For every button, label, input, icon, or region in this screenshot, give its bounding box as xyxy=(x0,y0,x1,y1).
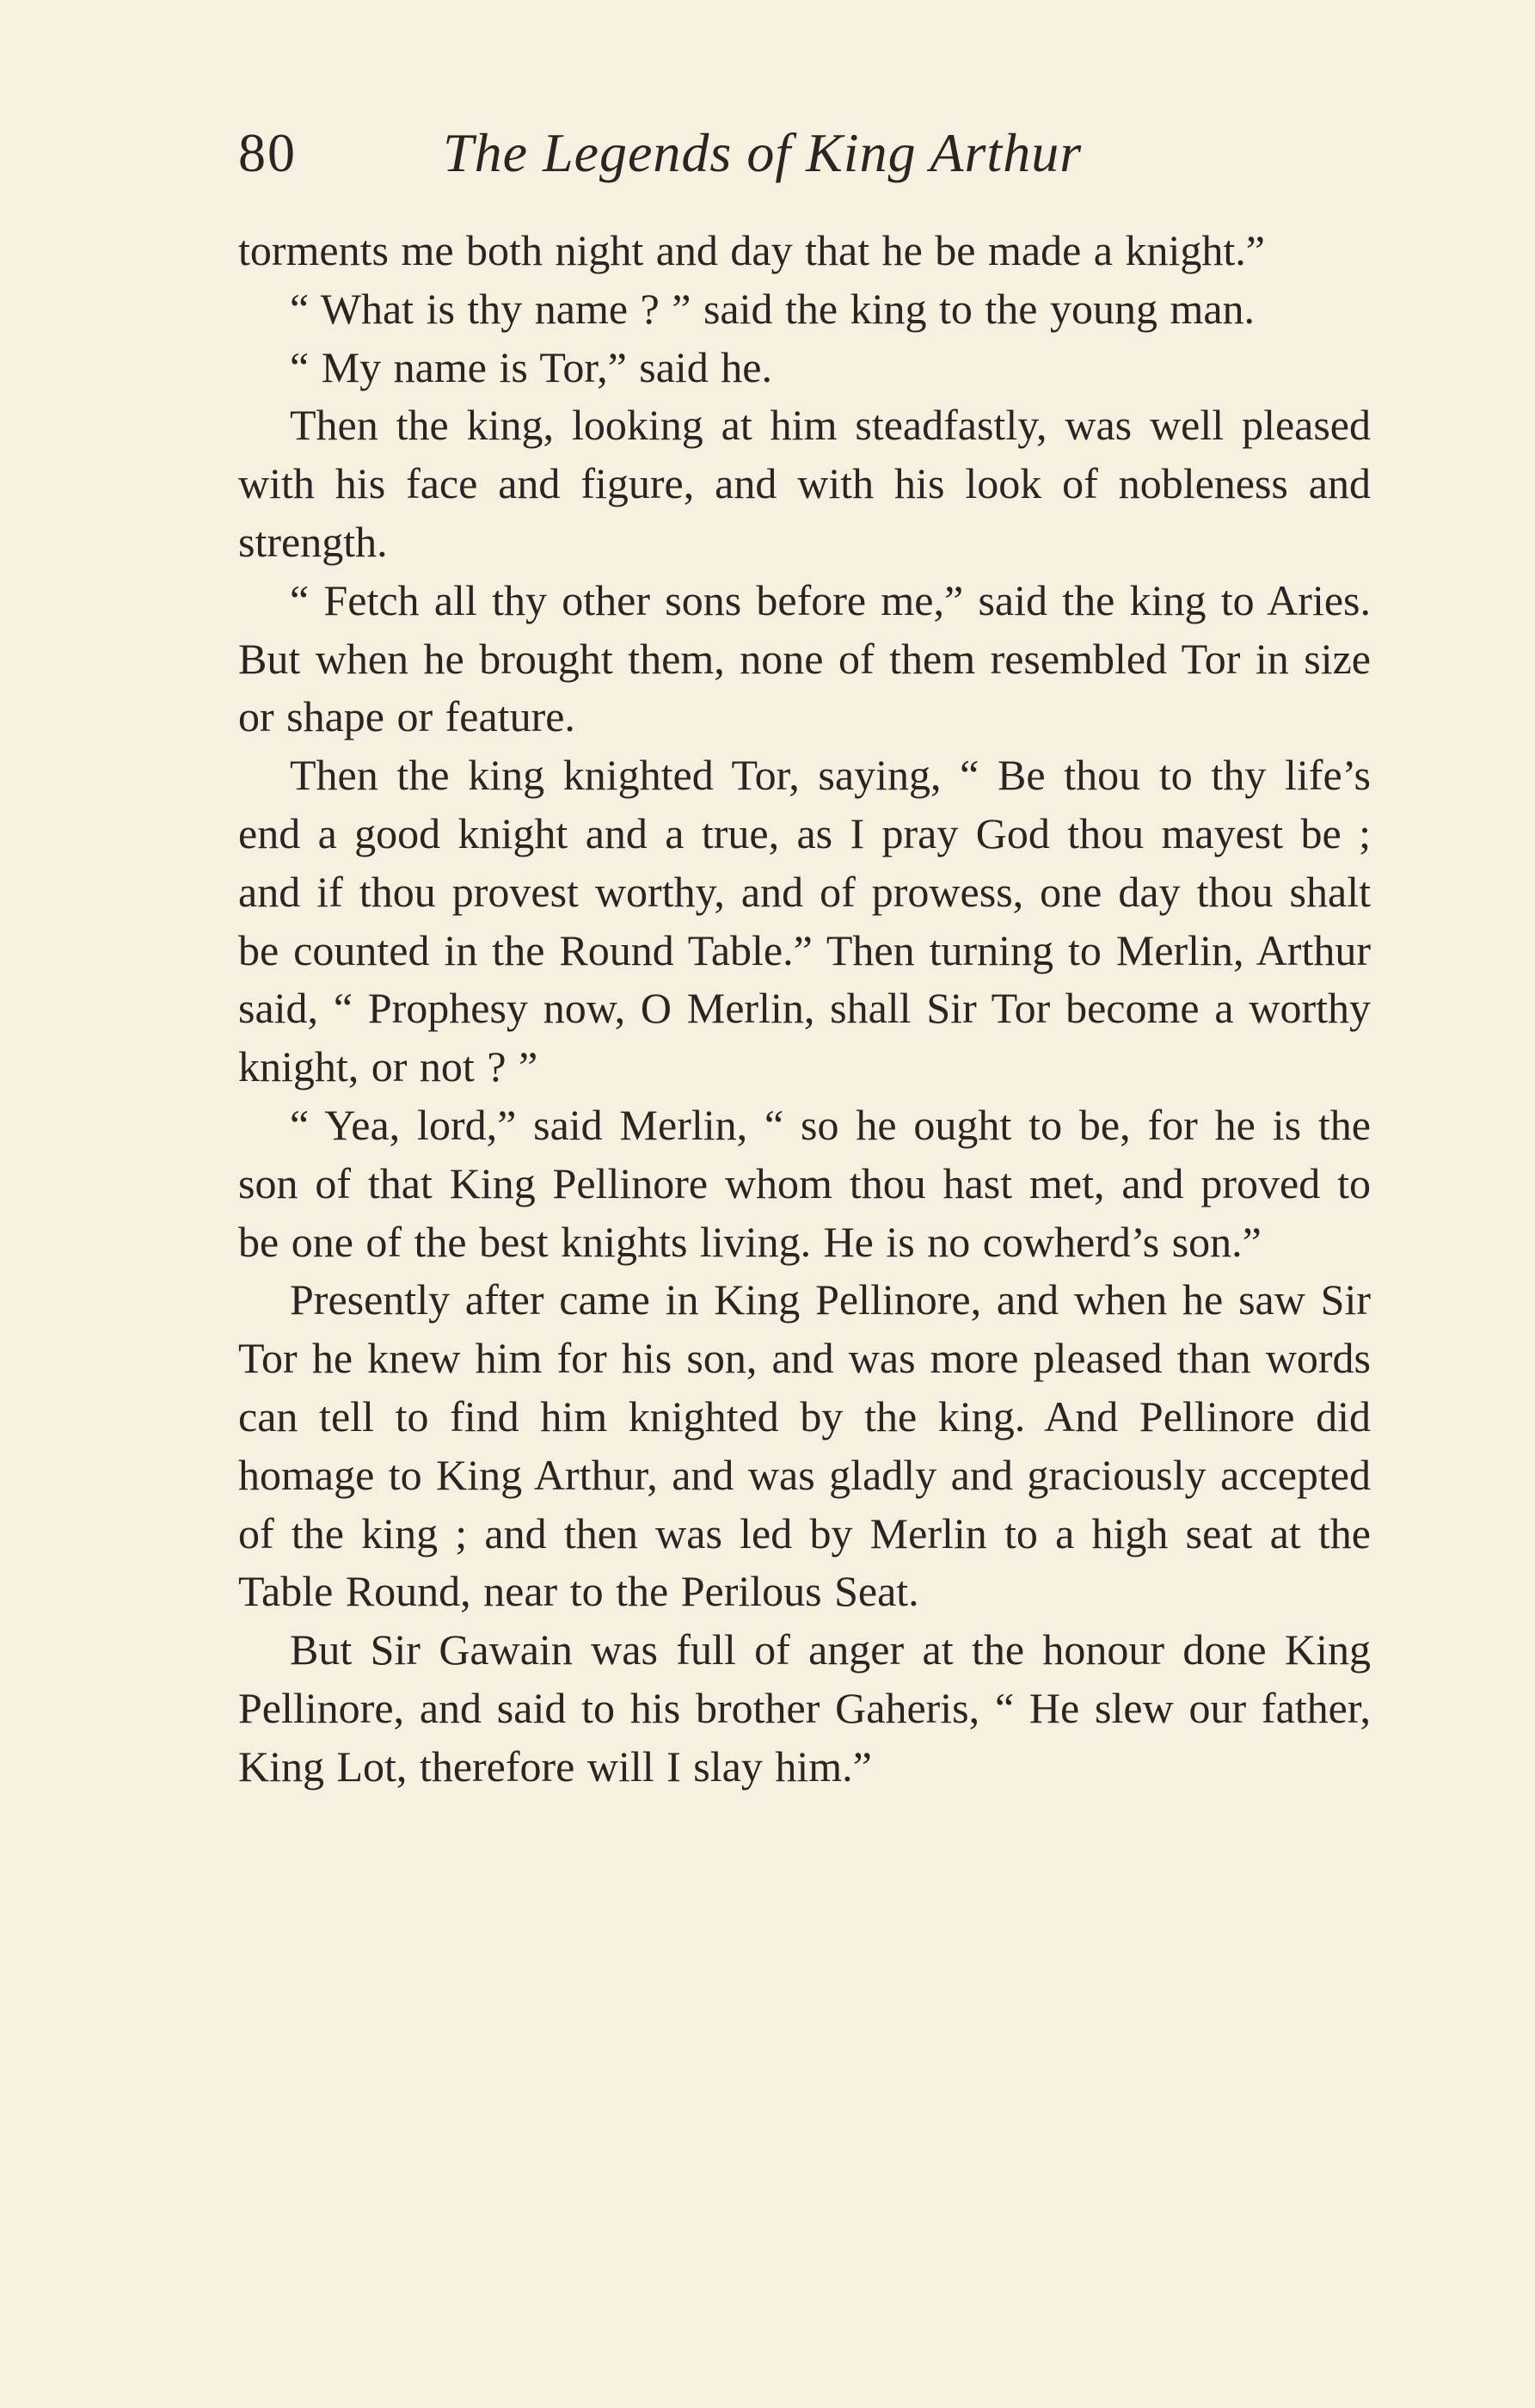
paragraph: “ Yea, lord,” said Merlin, “ so he ought to be, for he is the son of that King Pellinore whom thou hast met, and proved to be one of the best knights living. He is no cowherd’s son.” xyxy=(238,1100,1371,1266)
paragraph: “ My name is Tor,” said he. xyxy=(290,342,772,391)
paragraph: “ What is thy name ? ” said the king to the young man. xyxy=(290,284,1256,333)
running-head xyxy=(238,119,1373,196)
paragraph: Then the king knighted Tor, saying, “ Be thou to thy life’s end a good knight and a true, as I pray God thou mayest be ; and if thou provest worthy, and of prowess, one day thou shalt be counted in the Round Table.” Then turning to Merlin, Arthur said, “ Prophesy now, O Merlin, shall Sir Tor become a worthy knight, or not ? ” xyxy=(238,751,1371,1091)
page-number: 80 xyxy=(238,122,297,183)
body-text xyxy=(238,222,1371,1797)
paragraph: But Sir Gawain was full of anger at the honour done King Pellinore, and said to his brother Gaheris, “ He slew our father, King Lot, therefore will I slay him.” xyxy=(238,1625,1371,1791)
paragraph: “ Fetch all thy other sons before me,” said the king to Aries. But when he brought them, none of them resembled Tor in size or shape or feature. xyxy=(238,575,1371,741)
paragraph: Then the king, looking at him steadfastly, was well pleased with his face and figure, and with his look of nobleness and strength. xyxy=(238,401,1371,566)
paragraph-continuation: torments me both night and day that he be made a knight.” xyxy=(238,226,1265,274)
running-title: The Legends of King Arthur xyxy=(443,122,1083,183)
paragraph: Presently after came in King Pellinore, and when he saw Sir Tor he knew him for his son, and was more pleased than words can tell to find him knighted by the king. And Pellinore did homage to King Arthur, and was gladly and graciously accepted of the king ; and then was led by Merlin to a high seat at the Table Round, near to the Perilous Seat. xyxy=(238,1275,1371,1616)
